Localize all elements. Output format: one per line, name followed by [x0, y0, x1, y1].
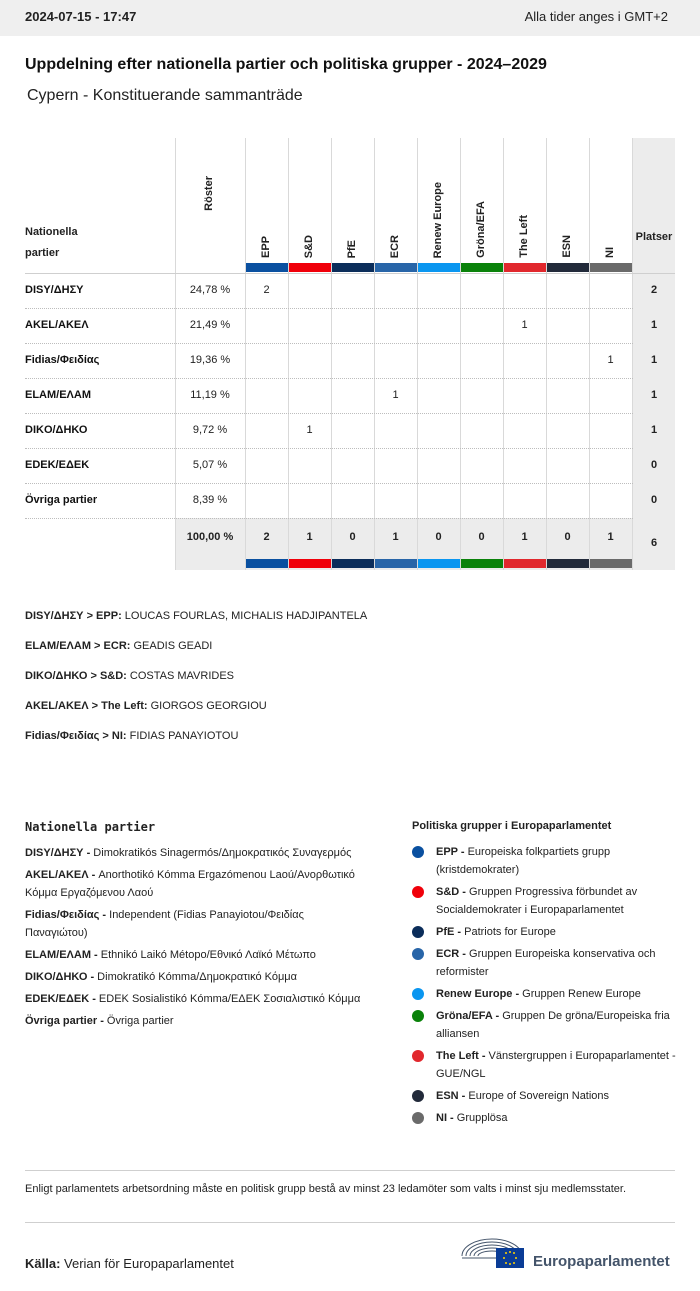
row-divider [25, 343, 633, 344]
group-legend-item [412, 1047, 677, 1083]
group-header: The Left [518, 215, 530, 258]
group-seat-count: 1 [521, 319, 528, 331]
group-color-bar [590, 559, 632, 568]
vote-share: 8,39 % [192, 494, 228, 506]
legend-full: Europeiska folkpartiets grupp (kristdemokrater) [436, 846, 611, 876]
total-group-seats: 1 [306, 531, 313, 543]
group-color-bar [246, 559, 288, 568]
legend-abbr: ESN - [436, 1090, 466, 1102]
group-header: ESN [561, 235, 573, 258]
legend-full: Gruppen Progressiva förbundet av Socialdemokrater i Europaparlamentet [436, 886, 638, 916]
total-group-seats: 0 [435, 531, 442, 543]
group-legend-item [412, 1087, 677, 1105]
row-divider [25, 448, 633, 449]
legend-abbr: Gröna/EFA - [436, 1010, 500, 1022]
group-color-bar [375, 263, 417, 272]
party-name: DIKO/ΔΗΚΟ [25, 424, 88, 436]
group-legend-item [412, 1109, 677, 1127]
legend-full: Patriots for Europe [461, 926, 556, 938]
party-seats: 1 [650, 354, 658, 366]
page-title: Uppdelning efter nationella partier och politiska grupper - 2024–2029 [25, 56, 547, 73]
party-seats: 2 [650, 284, 658, 296]
elected-entry [25, 700, 367, 730]
group-color-dot-icon [412, 1112, 424, 1124]
elected-names: LOUCAS FOURLAS, MICHALIS HADJIPANTELA [121, 610, 368, 622]
group-legend-item [412, 883, 677, 919]
legend-abbr: DIKO/ΔΗΚΟ - [25, 971, 95, 983]
legend-full: Independent (Fidias Panayiotou/Φειδίας Παναγιώτου) [25, 909, 304, 939]
row-divider [25, 483, 633, 484]
group-color-bar [418, 263, 460, 272]
legend-full: Övriga partier [103, 1015, 174, 1027]
legend-abbr: NI - [436, 1112, 454, 1124]
group-seat-count: 1 [306, 424, 313, 436]
group-color-dot-icon [412, 1010, 424, 1022]
group-legend-item [412, 985, 677, 1003]
elected-names: GIORGOS GEORGIOU [147, 700, 267, 712]
party-seats: 1 [650, 424, 658, 436]
national-parties-legend [25, 820, 365, 1034]
total-group-seats: 0 [349, 531, 356, 543]
group-color-bar [547, 559, 589, 568]
total-seats: 6 [650, 537, 658, 549]
seats-header: Platser [635, 231, 673, 243]
group-header: Gröna/EFA [475, 201, 487, 258]
column-divider [503, 138, 504, 570]
row-divider [25, 378, 633, 379]
group-color-bar [332, 263, 374, 272]
group-color-bar [547, 263, 589, 272]
total-group-seats: 1 [392, 531, 399, 543]
group-color-bar [289, 263, 331, 272]
legend-abbr: DISY/ΔΗΣΥ - [25, 847, 91, 859]
vote-share: 9,72 % [192, 424, 228, 436]
group-color-bar [289, 559, 331, 568]
legend-abbr: EDEK/ΕΔΕΚ - [25, 993, 96, 1005]
party-name: ELAM/ΕΛΑΜ [25, 389, 91, 401]
legend-full: Dimokratikós Sinagermós/Δημοκρατικός Συναγερμός [90, 847, 352, 859]
group-color-bar [461, 263, 503, 272]
elected-label: DIKO/ΔΗΚΟ > S&D: [25, 670, 127, 682]
party-name: AKEL/ΑΚΕΛ [25, 319, 89, 331]
row-divider [25, 518, 633, 519]
total-group-seats: 0 [478, 531, 485, 543]
vote-share: 5,07 % [192, 459, 228, 471]
national-legend-item [25, 866, 365, 902]
total-group-seats: 0 [564, 531, 571, 543]
legend-abbr: Fidias/Φειδίας - [25, 909, 107, 921]
political-groups-legend [412, 820, 677, 1131]
column-divider [245, 138, 246, 570]
legend-abbr: PfE - [436, 926, 462, 938]
header-divider [25, 273, 675, 274]
group-seat-count: 2 [263, 284, 270, 296]
vote-share: 24,78 % [189, 284, 231, 296]
elected-label: Fidias/Φειδίας > NI: [25, 730, 127, 742]
elected-entry [25, 640, 367, 670]
group-color-dot-icon [412, 1090, 424, 1102]
timezone-note: Alla tider anges i GMT+2 [524, 9, 668, 24]
group-legend-item [412, 1007, 677, 1043]
source-label: Källa: [25, 1256, 61, 1271]
group-legend-item [412, 945, 677, 981]
party-seats: 0 [650, 494, 658, 506]
group-color-bar [504, 263, 546, 272]
national-legend-item [25, 990, 365, 1008]
national-legend-item [25, 1012, 365, 1030]
group-legend-item [412, 843, 677, 879]
source [25, 1256, 234, 1271]
party-name: EDEK/ΕΔΕΚ [25, 459, 90, 471]
elected-entry [25, 670, 367, 700]
national-legend-title: Nationella partier [25, 820, 156, 834]
rules-note: Enligt parlamentets arbetsordning måste en politisk grupp bestå av minst 23 ledamöter som valts i minst sju medlemsstater. [25, 1183, 626, 1195]
group-header: S&D [303, 234, 315, 258]
legend-abbr: ELAM/ΕΛΑΜ - [25, 949, 98, 961]
results-table [25, 138, 675, 570]
row-divider [25, 413, 633, 414]
national-legend-item [25, 844, 365, 862]
total-group-seats: 2 [263, 531, 270, 543]
party-name: DISY/ΔΗΣΥ [25, 284, 84, 296]
column-divider [417, 138, 418, 570]
divider [25, 1170, 675, 1171]
elected-label: DISY/ΔΗΣΥ > EPP: [25, 610, 122, 622]
party-name: Fidias/Φειδίας [25, 354, 100, 366]
group-header: Renew Europe [432, 181, 444, 258]
party-seats: 0 [650, 459, 658, 471]
row-divider [25, 308, 633, 309]
column-divider [288, 138, 289, 570]
legend-full: Gruppen Europeiska konservativa och reformister [436, 948, 656, 978]
group-header: NI [604, 247, 616, 258]
total-group-seats: 1 [607, 531, 614, 543]
vote-share: 19,36 % [189, 354, 231, 366]
column-divider [374, 138, 375, 570]
national-legend-item [25, 906, 365, 942]
page-subtitle: Cypern - Konstituerande sammanträde [27, 87, 303, 104]
legend-full: Vänstergruppen i Europaparlamentet - GUE/NGL [436, 1050, 676, 1080]
group-color-bar [375, 559, 417, 568]
elected-label: ELAM/ΕΛΑΜ > ECR: [25, 640, 131, 652]
legend-abbr: S&D - [436, 886, 466, 898]
group-header: EPP [260, 235, 272, 258]
group-color-dot-icon [412, 886, 424, 898]
group-seat-count: 1 [392, 389, 399, 401]
legend-abbr: EPP - [436, 846, 465, 858]
legend-full: Dimokratikó Kómma/Δημοκρατικό Κόμμα [94, 971, 297, 983]
column-divider [331, 138, 332, 570]
group-color-bar [246, 263, 288, 272]
column-divider [460, 138, 461, 570]
legend-abbr: Övriga partier - [25, 1015, 104, 1027]
elected-names: GEADIS GEADI [130, 640, 213, 652]
party-seats: 1 [650, 319, 658, 331]
party-name: Övriga partier [25, 494, 98, 506]
national-legend-item [25, 968, 365, 986]
source-text: Verian för Europaparlamentet [64, 1256, 234, 1271]
legend-full: Europe of Sovereign Nations [465, 1090, 610, 1102]
top-bar [0, 0, 700, 36]
divider [25, 1222, 675, 1223]
vote-share: 11,19 % [190, 389, 230, 401]
group-color-bar [418, 559, 460, 568]
legend-full: Gruppen Renew Europe [519, 988, 641, 1000]
group-color-bar [504, 559, 546, 568]
total-votes: 100,00 % [186, 531, 234, 543]
legend-full: Gruppen De gröna/Europeiska fria alliansen [436, 1010, 670, 1040]
group-seat-count: 1 [607, 354, 614, 366]
vote-share: 21,49 % [189, 319, 231, 331]
legend-full: Ethnikó Laikó Métopo/Εθνικό Λαϊκό Μέτωπο [97, 949, 316, 961]
legend-full: Anorthotikó Kómma Ergazómenou Laoú/Ανορθωτικό Κόμμα Εργαζόμενου Λαού [25, 869, 355, 899]
total-group-seats: 1 [521, 531, 528, 543]
elected-names: COSTAS MAVRIDES [126, 670, 234, 682]
logo-text: Europaparlamentet [533, 1253, 670, 1270]
legend-abbr: The Left - [436, 1050, 486, 1062]
elected-entry [25, 730, 367, 760]
party-seats: 1 [650, 389, 658, 401]
group-color-dot-icon [412, 988, 424, 1000]
datetime: 2024-07-15 - 17:47 [25, 9, 137, 24]
group-color-dot-icon [412, 1050, 424, 1062]
national-legend-item [25, 946, 365, 964]
legend-abbr: ECR - [436, 948, 466, 960]
group-legend-title: Politiska grupper i Europaparlamentet [412, 820, 612, 832]
legend-abbr: Renew Europe - [436, 988, 520, 1000]
elected-members [25, 610, 367, 760]
group-color-bar [461, 559, 503, 568]
legend-abbr: AKEL/ΑΚΕΛ - [25, 869, 96, 881]
elected-entry [25, 610, 367, 640]
group-color-dot-icon [412, 846, 424, 858]
elected-names: FIDIAS PANAYIOTOU [126, 730, 239, 742]
column-divider [546, 138, 547, 570]
group-legend-item [412, 923, 677, 941]
group-header: ECR [389, 234, 401, 258]
group-color-dot-icon [412, 948, 424, 960]
group-color-dot-icon [412, 926, 424, 938]
group-header: PfE [346, 239, 358, 258]
elected-label: AKEL/ΑΚΕΛ > The Left: [25, 700, 148, 712]
legend-full: EDEK Sosialistikó Kómma/ΕΔΕΚ Σοσιαλιστικό Κόμμα [95, 993, 361, 1005]
group-color-bar [590, 263, 632, 272]
legend-full: Grupplösa [453, 1112, 508, 1124]
group-color-bar [332, 559, 374, 568]
parties-header: Nationella partier [25, 226, 78, 259]
votes-header: Röster [203, 176, 215, 211]
